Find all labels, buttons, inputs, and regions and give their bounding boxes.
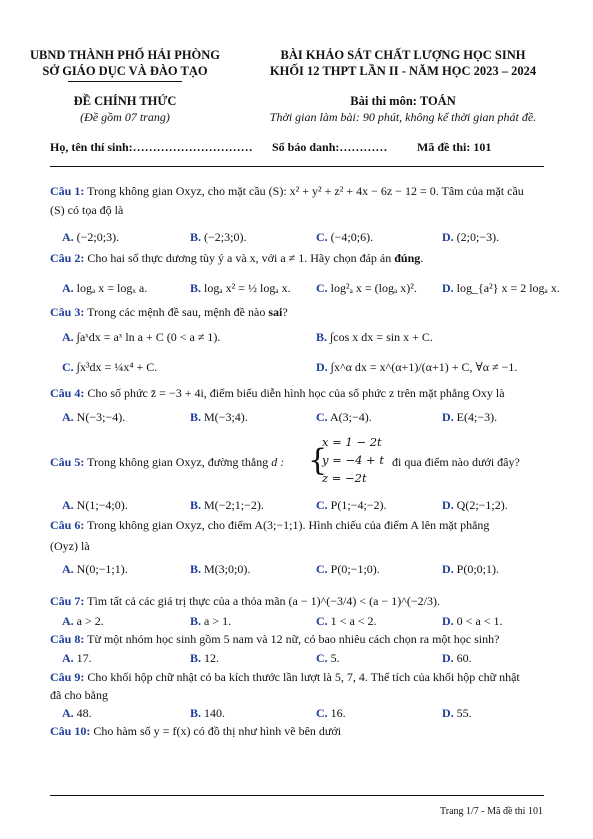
q1-option-d[interactable]: D. (2;0;−3). bbox=[442, 230, 500, 244]
q1-option-c[interactable]: C. (−4;0;6). bbox=[316, 230, 374, 244]
q8-option-c[interactable]: C. 5. bbox=[316, 651, 340, 665]
question-1-continuation: (S) có tọa độ là bbox=[50, 203, 124, 217]
time-note: Thời gian làm bài: 90 phút, không kể thời gian phát đề. bbox=[269, 110, 537, 124]
question-label: Câu 1: bbox=[50, 184, 85, 198]
q9-option-c[interactable]: C. 16. bbox=[316, 706, 346, 720]
exam-code: Mã đề thi: 101 bbox=[417, 140, 492, 154]
question-4: Câu 4: Cho số phức z̄ = −3 + 4i, điểm biểu diễn hình học của số phức z trên mặt phẳng Oxy là bbox=[50, 386, 505, 400]
q3-option-d[interactable]: D. ∫x^α dx = x^(α+1)/(α+1) + C, ∀α ≠ −1. bbox=[316, 360, 518, 374]
candidate-name-field: Họ, tên thí sinh:………………………… bbox=[50, 140, 253, 154]
footer-separator bbox=[50, 795, 544, 796]
question-8: Câu 8: Từ một nhóm học sinh gồm 5 nam và 12 nữ, có bao nhiêu cách chọn ra một học sinh? bbox=[50, 632, 500, 646]
system-line-2: y = −4 + t bbox=[322, 453, 384, 467]
question-10: Câu 10: Cho hàm số y = f(x) có đồ thị như hình vẽ bên dưới bbox=[50, 724, 342, 738]
question-1 bbox=[50, 184, 524, 199]
official-label: ĐỀ CHÍNH THỨC bbox=[73, 94, 177, 108]
q4-option-c[interactable]: C. A(3;−4). bbox=[316, 410, 372, 424]
question-9-continuation: đã cho bằng bbox=[50, 688, 108, 702]
q9-option-b[interactable]: B. 140. bbox=[190, 706, 226, 720]
question-6: Câu 6: Trong không gian Oxyz, cho điểm A(3;−1;1). Hình chiếu của điểm A lên mặt phẳng bbox=[50, 518, 490, 532]
q3-option-b[interactable]: B. ∫cos x dx = sin x + C. bbox=[316, 330, 433, 344]
q5-option-a[interactable]: A. N(1;−4;0). bbox=[62, 498, 128, 512]
question-2: Câu 2: Cho hai số thực dương tùy ý a và x, với a ≠ 1. Hãy chọn đáp án đúng. bbox=[50, 251, 424, 265]
header-separator bbox=[50, 166, 544, 167]
q7-option-d[interactable]: D. 0 < a < 1. bbox=[442, 614, 503, 628]
q3-option-a[interactable]: A. ∫aˣdx = aˣ ln a + C (0 < a ≠ 1). bbox=[62, 330, 221, 344]
q7-option-b[interactable]: B. a > 1. bbox=[190, 614, 232, 628]
pages-note: (Đề gồm 07 trang) bbox=[80, 110, 170, 124]
exam-title: BÀI KHẢO SÁT CHẤT LƯỢNG HỌC SINH bbox=[280, 48, 526, 62]
q5-option-b[interactable]: B. M(−2;1;−2). bbox=[190, 498, 264, 512]
q6-option-c[interactable]: C. P(0;−1;0). bbox=[316, 562, 380, 576]
candidate-number-field: Số báo danh:………… bbox=[272, 140, 388, 154]
q1-option-b[interactable]: B. (−2;3;0). bbox=[190, 230, 247, 244]
q4-option-d[interactable]: D. E(4;−3). bbox=[442, 410, 498, 424]
q6-option-d[interactable]: D. P(0;0;1). bbox=[442, 562, 500, 576]
question-5-end: đi qua điểm nào dưới đây? bbox=[392, 455, 520, 469]
department-name: SỞ GIÁO DỤC VÀ ĐÀO TẠO bbox=[42, 64, 208, 78]
question-9: Câu 9: Cho khối hộp chữ nhật có ba kích thước lần lượt là 5, 7, 4. Thể tích của khối hộp chữ nhật bbox=[50, 670, 520, 684]
system-line-3: z = −2t bbox=[322, 471, 367, 485]
q7-option-c[interactable]: C. 1 < a < 2. bbox=[316, 614, 377, 628]
system-line-1: x = 1 − 2t bbox=[322, 435, 382, 449]
q4-option-b[interactable]: B. M(−3;4). bbox=[190, 410, 248, 424]
school-authority: UBND THÀNH PHỐ HẢI PHÒNG bbox=[29, 48, 221, 62]
q3-option-c[interactable]: C. ∫x³dx = ¼x⁴ + C. bbox=[62, 360, 158, 374]
q6-option-b[interactable]: B. M(3;0;0). bbox=[190, 562, 251, 576]
q2-option-a[interactable]: A. logₐ x = logₓ a. bbox=[62, 281, 148, 295]
subject-title: Bài thi môn: TOÁN bbox=[350, 94, 456, 108]
q5-option-c[interactable]: C. P(1;−4;−2). bbox=[316, 498, 387, 512]
question-6-continuation: (Oyz) là bbox=[50, 539, 90, 553]
question-text: Trong không gian Oxyz, cho mặt cầu (S): x² + y² + z² + 4x − 6z − 12 = 0. Tâm của mặt cầu bbox=[87, 184, 524, 198]
q8-option-a[interactable]: A. 17. bbox=[62, 651, 92, 665]
q9-option-a[interactable]: A. 48. bbox=[62, 706, 92, 720]
q8-option-b[interactable]: B. 12. bbox=[190, 651, 220, 665]
q6-option-a[interactable]: A. N(0;−1;1). bbox=[62, 562, 128, 576]
question-7: Câu 7: Tìm tất cả các giá trị thực của a thỏa mãn (a − 1)^(−3/4) < (a − 1)^(−2/3). bbox=[50, 594, 440, 608]
q5-option-d[interactable]: D. Q(2;−1;2). bbox=[442, 498, 508, 512]
header-divider-left bbox=[68, 81, 182, 82]
question-3: Câu 3: Trong các mệnh đề sau, mệnh đề nào sai? bbox=[50, 305, 288, 319]
q2-option-c[interactable]: C. log²ₐ x = (logₐ x)². bbox=[316, 281, 417, 295]
q9-option-d[interactable]: D. 55. bbox=[442, 706, 472, 720]
q4-option-a[interactable]: A. N(−3;−4). bbox=[62, 410, 126, 424]
system-brace: { bbox=[308, 443, 328, 478]
page-footer: Trang 1/7 - Mã đề thi 101 bbox=[440, 806, 543, 817]
q2-option-b[interactable]: B. logₐ x² = ½ logₐ x. bbox=[190, 281, 291, 295]
q1-option-a[interactable]: A. (−2;0;3). bbox=[62, 230, 120, 244]
q7-option-a[interactable]: A. a > 2. bbox=[62, 614, 104, 628]
q2-option-d[interactable]: D. log_{a²} x = 2 logₐ x. bbox=[442, 281, 560, 295]
question-5: Câu 5: Trong không gian Oxyz, đường thẳng d : bbox=[50, 455, 285, 469]
q8-option-d[interactable]: D. 60. bbox=[442, 651, 472, 665]
exam-subtitle: KHỐI 12 THPT LẦN II - NĂM HỌC 2023 – 2024 bbox=[269, 64, 537, 78]
